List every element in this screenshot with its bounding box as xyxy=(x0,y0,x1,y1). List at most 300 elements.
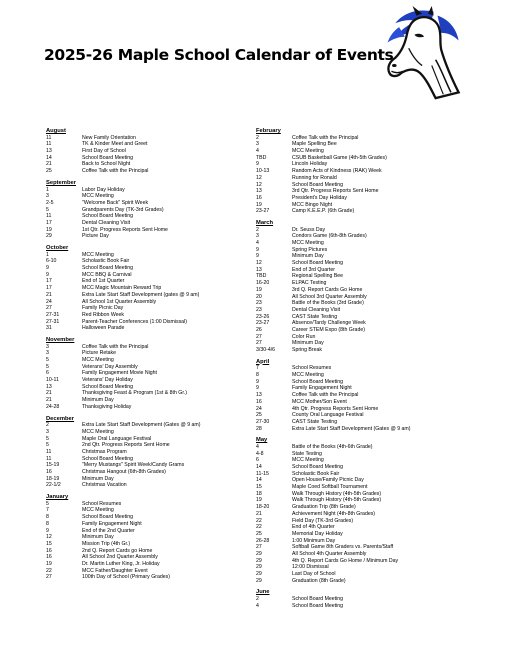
event-date: 2 xyxy=(46,422,49,429)
event-row xyxy=(256,155,474,162)
event-row xyxy=(46,319,252,326)
event-row xyxy=(256,267,474,274)
event-text: CSUB Basketball Game (4th-5th Grades) xyxy=(292,154,387,161)
event-text: 2nd Qtr. Progress Reports Sent Home xyxy=(82,442,170,449)
event-row xyxy=(256,406,474,413)
event-date: 29 xyxy=(46,233,52,240)
event-row xyxy=(256,260,474,267)
event-text: Dental Cleaning Visit xyxy=(292,306,341,313)
event-text: Coffee Talk with the Principal xyxy=(82,343,149,350)
month-september xyxy=(46,180,252,240)
event-date: 9 xyxy=(46,527,49,534)
event-date: 16 xyxy=(46,469,52,475)
event-row xyxy=(46,456,252,463)
event-text: MCC Meeting xyxy=(82,193,114,200)
event-row xyxy=(46,227,252,234)
event-row xyxy=(46,482,252,489)
event-date: 11 xyxy=(46,213,52,220)
event-text: Running for Ronald xyxy=(292,174,337,181)
event-text: 1:00 Minimum Day xyxy=(292,537,336,544)
event-text: New Family Orientation xyxy=(82,134,136,141)
event-text: County Oral Language Festival xyxy=(292,412,364,419)
event-row xyxy=(256,464,474,471)
event-text: Mission Trip (4th Gr.) xyxy=(82,540,131,547)
event-row xyxy=(46,507,252,514)
event-text: School Resumes xyxy=(292,365,332,372)
event-date: 21 xyxy=(46,397,52,404)
event-row xyxy=(256,208,474,215)
event-row xyxy=(256,412,474,419)
event-text: Maple Spelling Bee xyxy=(292,141,337,148)
event-date: 17 xyxy=(46,278,52,285)
event-date: 26 xyxy=(256,326,262,333)
event-date: 11 xyxy=(46,448,52,455)
event-text: Dr. Seuss Day xyxy=(292,226,326,233)
event-date: 12 xyxy=(256,174,262,181)
event-row xyxy=(256,340,474,347)
event-row xyxy=(46,350,252,357)
month-october xyxy=(46,245,252,332)
month-heading: March xyxy=(256,219,274,226)
event-row xyxy=(256,141,474,148)
event-text: Battle of the Books (4th-6th Grade) xyxy=(292,443,373,450)
event-text: Extra Late Start Staff Development (Gates @ 9 am) xyxy=(292,425,411,432)
event-text: "Merry Mustangs" Spirit Week/Candy Grams xyxy=(82,462,185,469)
mustang-mascot-logo xyxy=(378,6,474,102)
event-row xyxy=(256,320,474,327)
event-text: School Board Meeting xyxy=(82,154,134,161)
event-text: Random Acts of Kindness (RAK) Week xyxy=(292,168,382,175)
event-text: MCC Meeting xyxy=(82,251,114,258)
event-text: Graduation Trip (8th Grade) xyxy=(292,504,356,511)
month-heading: September xyxy=(46,179,76,186)
event-date: 2-5 xyxy=(46,199,54,206)
event-row xyxy=(256,524,474,531)
event-date: 18 xyxy=(256,490,262,497)
event-text: Minimum Day xyxy=(292,253,324,260)
event-date: 20 xyxy=(256,293,262,300)
event-date: 6-10 xyxy=(46,258,57,265)
event-row xyxy=(256,531,474,538)
event-date: 16 xyxy=(256,398,262,405)
event-text: School Board Meeting xyxy=(82,383,134,390)
event-date: 2 xyxy=(256,134,259,141)
event-date: 21 xyxy=(46,291,52,298)
event-text: Family Engagement Night xyxy=(82,520,142,527)
event-text: Camp K.E.E.P. (6th Grade) xyxy=(292,208,355,215)
month-december xyxy=(46,416,252,490)
event-text: Red Ribbon Week xyxy=(82,311,125,318)
event-row xyxy=(46,299,252,306)
event-date: 17 xyxy=(46,285,52,292)
event-row xyxy=(46,390,252,397)
month-may xyxy=(256,437,474,584)
event-row xyxy=(46,265,252,272)
event-text: "Welcome Back" Spirit Week xyxy=(82,199,149,206)
event-text: Dr. Martin Luther King, Jr. Holiday xyxy=(82,560,160,567)
event-row xyxy=(256,240,474,247)
event-row xyxy=(46,135,252,142)
event-date: 27 xyxy=(256,544,262,551)
event-row xyxy=(256,314,474,321)
event-text: Halloween Parade xyxy=(82,325,125,332)
event-date: 15-19 xyxy=(46,462,60,469)
event-row xyxy=(256,300,474,307)
event-row xyxy=(256,419,474,426)
event-text: Battle of the Books (3rd Grade) xyxy=(292,300,364,307)
event-row xyxy=(46,574,252,581)
event-date: 4-8 xyxy=(256,450,264,457)
event-text: Family Engagement Night xyxy=(292,385,352,392)
event-text: Condors Game (6th-8th Grades) xyxy=(292,233,367,240)
month-january xyxy=(46,494,252,581)
event-row xyxy=(256,372,474,379)
event-row xyxy=(256,273,474,280)
event-text: Grandparents Day (TK-3rd Grades) xyxy=(82,206,164,213)
event-row xyxy=(256,253,474,260)
event-text: Veterans' Day Holiday xyxy=(82,377,133,384)
event-date: 16-20 xyxy=(256,280,270,287)
month-april xyxy=(256,359,474,433)
event-date: 5 xyxy=(46,442,49,449)
event-row xyxy=(46,155,252,162)
event-date: 2 xyxy=(256,596,259,603)
event-text: 4th Qtr. Progress Reports Sent Home xyxy=(292,405,379,412)
event-row xyxy=(256,564,474,571)
event-date: 7 xyxy=(46,507,49,514)
event-date: 5 xyxy=(46,363,49,370)
event-text: Family Picnic Day xyxy=(82,305,124,312)
event-date: 25 xyxy=(256,530,262,537)
event-row xyxy=(46,161,252,168)
event-date: 11 xyxy=(46,141,52,148)
event-row xyxy=(46,541,252,548)
event-row xyxy=(256,596,474,603)
event-text: First Day of School xyxy=(82,148,126,155)
event-text: School Board Meeting xyxy=(292,602,344,609)
event-text: CAST State Testing xyxy=(292,418,338,425)
event-row xyxy=(256,558,474,565)
event-text: Regional Spelling Bee xyxy=(292,273,344,280)
event-row xyxy=(256,195,474,202)
event-row xyxy=(256,497,474,504)
event-text: MCC Meeting xyxy=(292,148,324,155)
event-text: Open House/Family Picnic Day xyxy=(292,477,364,484)
event-date: 13 xyxy=(256,266,262,273)
event-date: 1 xyxy=(46,186,49,193)
event-text: MCC Meeting xyxy=(292,240,324,246)
month-heading: May xyxy=(256,437,268,444)
month-heading: February xyxy=(256,128,281,134)
event-row xyxy=(256,426,474,433)
event-date: 13 xyxy=(256,392,262,399)
event-date: 3 xyxy=(46,343,49,350)
event-date: 22 xyxy=(256,524,262,531)
event-date: 23-27 xyxy=(256,208,270,215)
event-row xyxy=(256,148,474,155)
event-date: 8 xyxy=(46,520,49,527)
event-row xyxy=(46,285,252,292)
event-date: 5 xyxy=(46,500,49,507)
month-heading: January xyxy=(46,494,69,501)
event-date: 25 xyxy=(46,168,52,175)
event-date: 13 xyxy=(46,383,52,390)
event-row xyxy=(46,521,252,528)
event-date: 6 xyxy=(46,370,49,377)
event-text: Spring Break xyxy=(292,347,322,353)
event-date: 13 xyxy=(46,148,52,155)
event-row xyxy=(256,399,474,406)
event-text: All School 3rd Quarter Assembly xyxy=(292,293,367,300)
event-date: 17 xyxy=(46,219,52,226)
event-text: CAST State Testing xyxy=(292,313,338,320)
event-row xyxy=(256,280,474,287)
event-date: 9 xyxy=(256,246,259,253)
event-text: School Board Meeting xyxy=(82,265,134,272)
event-date: 9 xyxy=(256,161,259,168)
event-date: 29 xyxy=(256,571,262,577)
event-date: 24-28 xyxy=(46,403,60,410)
event-date: TBD xyxy=(256,154,267,161)
event-text: End of 3rd Quarter xyxy=(292,266,335,273)
event-date: 11 xyxy=(46,134,52,141)
left-calendar-column xyxy=(46,128,252,586)
event-date: 21 xyxy=(46,161,52,168)
event-text: 2nd Q. Report Cards go Home xyxy=(82,547,153,554)
event-date: 29 xyxy=(256,557,262,564)
event-row xyxy=(256,188,474,195)
event-date: 7 xyxy=(256,365,259,372)
event-date: 8 xyxy=(46,514,49,521)
event-text: School Board Meeting xyxy=(292,260,344,267)
event-row xyxy=(46,220,252,227)
event-row xyxy=(256,544,474,551)
event-text: Spring Pictures xyxy=(292,246,328,253)
event-date: 3 xyxy=(46,428,49,435)
event-text: 12:00 Dismissal xyxy=(292,564,329,571)
event-text: MCC Magic Mountain Reward Trip xyxy=(82,285,162,292)
event-date: 9 xyxy=(256,378,259,385)
event-text: Family Engagement Movie Night xyxy=(82,370,157,377)
event-date: 27 xyxy=(256,333,262,340)
event-date: 19 xyxy=(256,497,262,504)
event-text: Christmas Vacation xyxy=(82,482,127,489)
event-date: 27-31 xyxy=(46,318,60,325)
event-date: 22 xyxy=(46,567,52,574)
event-date: 9 xyxy=(256,253,259,260)
event-text: Achievement Night (4th-8th Grades) xyxy=(292,510,376,517)
event-row xyxy=(256,247,474,254)
event-row xyxy=(46,357,252,364)
event-date: 31 xyxy=(46,325,52,332)
event-row xyxy=(46,568,252,575)
event-text: School Board Meeting xyxy=(292,378,344,385)
event-text: MCC Bingo Night xyxy=(292,201,333,208)
event-row xyxy=(46,436,252,443)
event-row xyxy=(46,364,252,371)
event-date: 27-30 xyxy=(256,418,270,425)
event-text: Graduation (8th Grade) xyxy=(292,577,346,584)
event-row xyxy=(256,504,474,511)
event-date: 15 xyxy=(256,484,262,491)
event-row xyxy=(46,534,252,541)
event-text: All School 1st Quarter Assembly xyxy=(82,298,157,305)
event-text: Memorial Day Holiday xyxy=(292,530,343,537)
event-text: 100th Day of School (Primary Grades) xyxy=(82,574,170,581)
event-row xyxy=(46,469,252,476)
month-heading: August xyxy=(46,128,66,134)
event-text: Absence/Tardy Challenge Week xyxy=(292,320,366,327)
event-text: Picture Day xyxy=(82,233,109,240)
event-text: Maple Oral Language Festival xyxy=(82,435,152,442)
event-row xyxy=(256,379,474,386)
event-date: 23-26 xyxy=(256,313,270,320)
month-june xyxy=(256,589,474,609)
event-row xyxy=(46,272,252,279)
event-row xyxy=(256,491,474,498)
event-row xyxy=(256,227,474,234)
event-row xyxy=(256,385,474,392)
event-date: 19 xyxy=(46,226,52,233)
event-date: 10-11 xyxy=(46,377,59,384)
event-text: Walk Through History (4th-5th Grades) xyxy=(292,497,382,504)
event-row xyxy=(46,476,252,483)
event-text: School Board Meeting xyxy=(292,464,344,470)
event-date: 8 xyxy=(256,372,259,379)
event-text: TK & Kinder Meet and Greet xyxy=(82,141,148,148)
event-text: Scholastic Book Fair xyxy=(292,470,340,477)
event-date: 15 xyxy=(46,540,52,547)
event-row xyxy=(256,347,474,354)
event-text: Color Run xyxy=(292,333,316,340)
event-text: State Testing xyxy=(292,450,322,457)
event-row xyxy=(46,213,252,220)
event-date: 16 xyxy=(46,547,52,554)
event-row xyxy=(46,344,252,351)
month-november xyxy=(46,337,252,411)
event-text: Coffee Talk with the Principal xyxy=(292,134,359,141)
event-date: 9 xyxy=(46,265,49,272)
event-date: 21 xyxy=(46,390,52,397)
event-date: 3/30-4/6 xyxy=(256,347,276,353)
event-text: Extra Late Start Staff Development (Gates @ 9 am) xyxy=(82,422,201,429)
month-february xyxy=(256,128,474,215)
event-date: 5 xyxy=(46,206,49,213)
event-date: 22-1/2 xyxy=(46,482,61,489)
event-date: 4 xyxy=(256,602,259,609)
event-date: 11 xyxy=(46,455,52,462)
event-text: Career STEM Expo (8th Grade) xyxy=(292,326,365,333)
event-date: 6 xyxy=(256,457,259,464)
event-row xyxy=(256,202,474,209)
event-row xyxy=(46,561,252,568)
event-text: Field Day (TK-3rd Grades) xyxy=(292,517,354,524)
event-text: Back to School Night xyxy=(82,161,131,168)
event-date: 22 xyxy=(256,517,262,524)
event-row xyxy=(46,325,252,332)
event-date: 13 xyxy=(256,188,262,195)
event-row xyxy=(256,175,474,182)
event-date: 29 xyxy=(256,550,262,557)
event-date: 4 xyxy=(256,240,259,246)
event-row xyxy=(46,207,252,214)
event-text: Maple Coed Softball Tournament xyxy=(292,484,368,491)
event-date: 18-19 xyxy=(46,475,60,482)
event-row xyxy=(46,168,252,175)
event-text: Minimum Day xyxy=(82,534,114,541)
event-text: Minimum Day xyxy=(82,397,114,404)
event-row xyxy=(256,457,474,464)
event-date: TBD xyxy=(256,273,267,280)
event-text: MCC Meeting xyxy=(82,507,114,514)
event-text: End of 4th Quarter xyxy=(292,524,335,531)
event-date: 9 xyxy=(256,385,259,392)
event-date: 29 xyxy=(256,564,262,571)
event-row xyxy=(46,148,252,155)
event-text: Last Day of School xyxy=(292,571,336,577)
event-row xyxy=(46,554,252,561)
event-row xyxy=(256,168,474,175)
event-date: 26-28 xyxy=(256,537,270,544)
event-text: School Board Meeting xyxy=(82,514,134,521)
event-text: Thanksgiving Feast & Program (1st & 8th Gr.) xyxy=(82,390,187,397)
event-text: MCC Mother/Son Event xyxy=(292,398,347,405)
event-date: 3 xyxy=(46,193,49,200)
event-row xyxy=(46,187,252,194)
event-text: Labor Day Holiday xyxy=(82,186,125,193)
month-heading: October xyxy=(46,245,69,251)
event-row xyxy=(256,538,474,545)
event-date: 27 xyxy=(46,305,52,312)
event-date: 3 xyxy=(46,350,49,357)
event-row xyxy=(46,258,252,265)
event-date: 23-27 xyxy=(256,320,270,327)
event-text: All School 4th Quarter Assembly xyxy=(292,550,367,557)
event-date: 18-20 xyxy=(256,504,270,511)
event-text: Christmas Hangout (6th-8th Grades) xyxy=(82,469,166,475)
event-row xyxy=(256,511,474,518)
event-text: Christmas Program xyxy=(82,448,127,455)
event-text: 3rd Qtr. Progress Reports Sent Home xyxy=(292,188,379,195)
event-text: Picture Retake xyxy=(82,350,117,357)
event-row xyxy=(256,365,474,372)
event-text: 3rd Q. Report Cards Go Home xyxy=(292,286,363,293)
event-date: 12 xyxy=(46,534,52,541)
event-text: Extra Late Start Staff Development (gates @ 9 am) xyxy=(82,291,200,298)
event-row xyxy=(256,518,474,525)
event-row xyxy=(46,370,252,377)
event-text: All School 2nd Quarter Assembly xyxy=(82,554,158,561)
event-text: School Resumes xyxy=(82,500,122,507)
event-row xyxy=(256,477,474,484)
event-row xyxy=(46,429,252,436)
event-text: MCC Meeting xyxy=(292,372,324,379)
event-date: 24 xyxy=(46,298,52,305)
event-date: 3 xyxy=(256,233,259,240)
event-row xyxy=(256,578,474,585)
event-date: 14 xyxy=(46,154,52,161)
event-row xyxy=(46,377,252,384)
event-row xyxy=(256,471,474,478)
event-row xyxy=(46,548,252,555)
event-date: 24 xyxy=(256,405,262,412)
event-row xyxy=(46,233,252,240)
month-heading: April xyxy=(256,358,270,365)
event-date: 25 xyxy=(256,412,262,419)
event-date: 5 xyxy=(46,357,49,363)
event-row xyxy=(46,305,252,312)
event-text: End of 1st Quarter xyxy=(82,278,125,285)
